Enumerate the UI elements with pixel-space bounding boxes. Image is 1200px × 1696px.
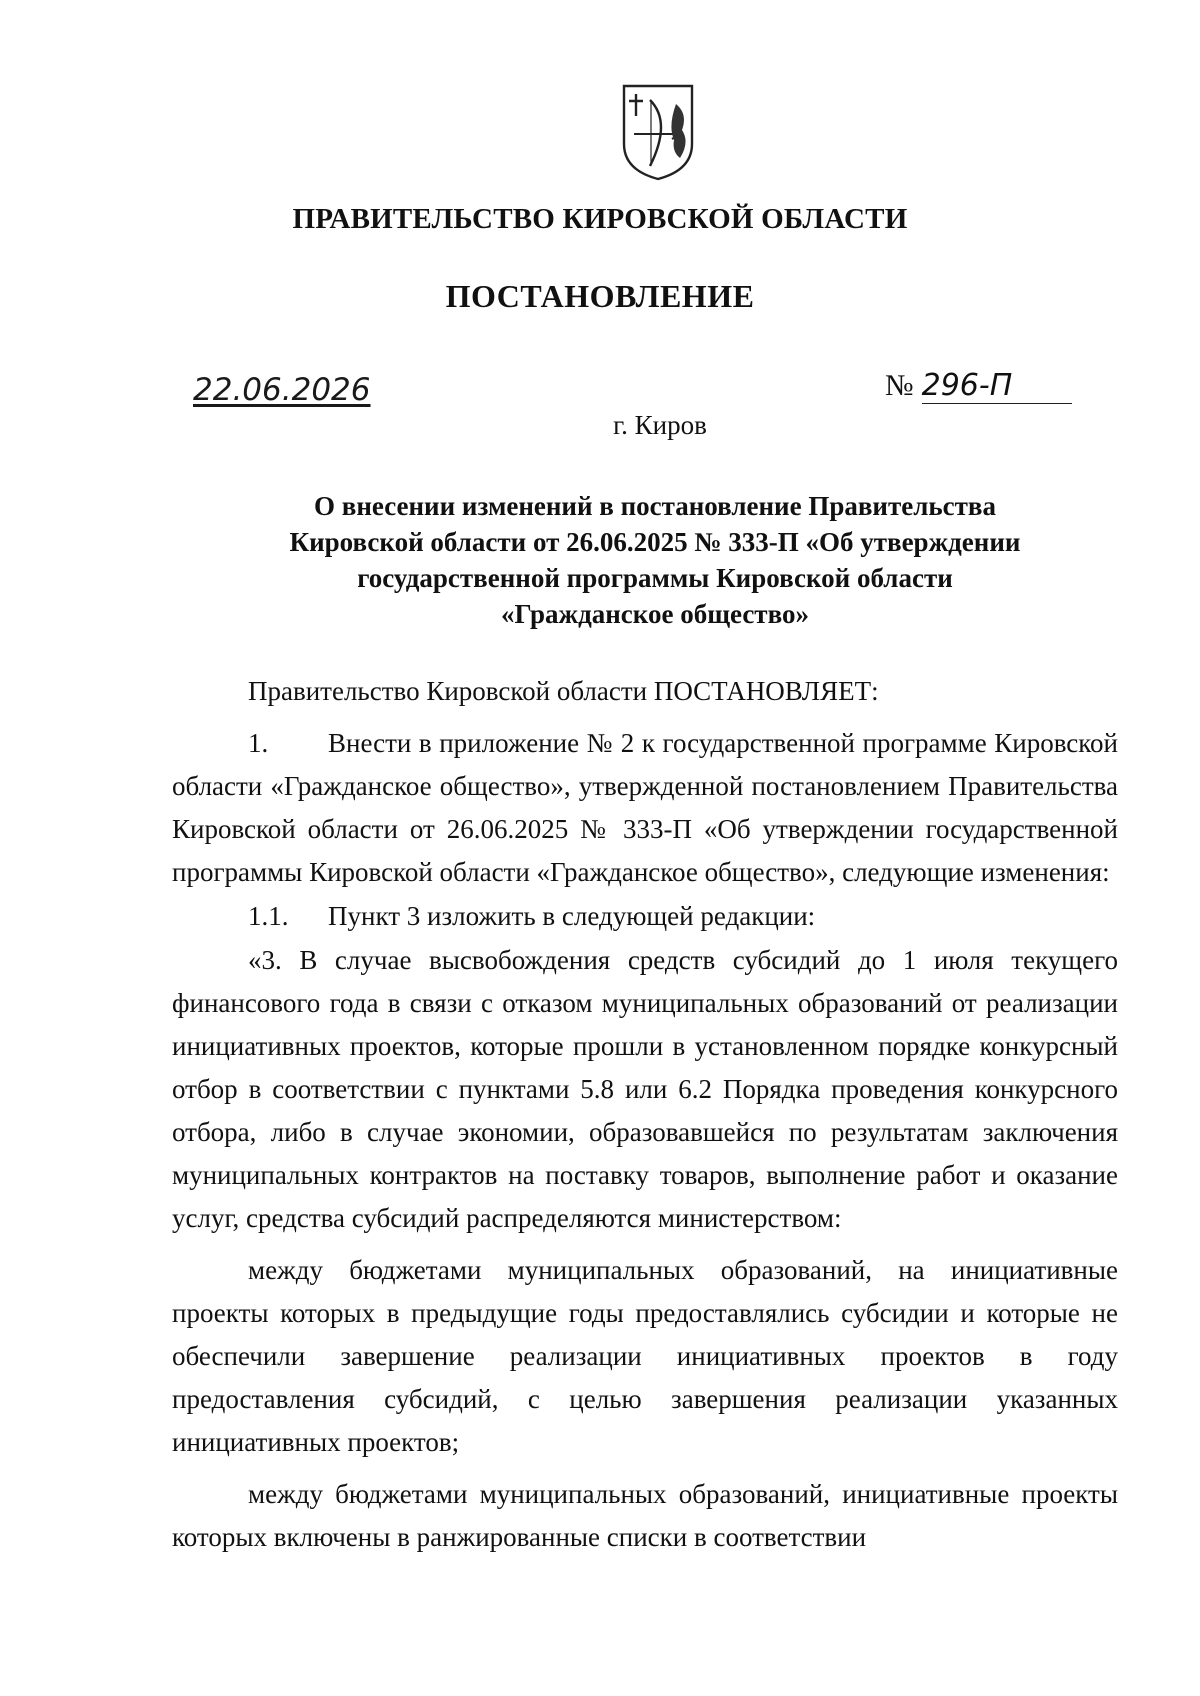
clause-1-number: 1. [248, 728, 269, 758]
organization-name: ПРАВИТЕЛЬСТВО КИРОВСКОЙ ОБЛАСТИ [292, 203, 908, 235]
clause-1-1-number: 1.1. [248, 901, 289, 931]
clause-1-1 [172, 895, 1118, 938]
resolution-preamble: Правительство Кировской области ПОСТАНОВЛЯЕТ: [248, 676, 879, 706]
document-date: 22.06.2026 [193, 372, 371, 408]
document-type: ПОСТАНОВЛЕНИЕ [445, 278, 755, 314]
clause-1 [172, 722, 1118, 894]
clause-1-text: Внести в приложение № 2 к государственной программе Кировской области «Гражданское общество», утвержденной постановлением Правительства Кировской области от 26.06.2025 № 333-П «Об утверждении государственной программы Кировской области «Гражданское общество», следующие изменения: [172, 728, 1118, 887]
title-line: О внесении изменений в постановление Правительства [314, 491, 996, 521]
paragraph-budgets-2: между бюджетами муниципальных образований, инициативные проекты которых включены в ранжированные списки в соответствии [172, 1479, 1118, 1552]
number-sign: № [885, 369, 914, 402]
title-line: Кировской области от 26.06.2025 № 333-П «Об утверждении [289, 527, 1021, 557]
coat-of-arms-icon [620, 82, 696, 182]
paragraph-3: «3. В случае высвобождения средств субсидий до 1 июля текущего финансового года в связи с отказом муниципальных образований от реализации инициативных проектов, которые прошли в установленном порядке конкурсный отбор в соответствии с пунктами 5.8 или 6.2 Порядка проведения конкурсного отбора, либо в случае экономии, образовавшейся по результатам заключения муниципальных контрактов на поставку товаров, выполнение работ и оказание услуг, средства субсидий распределяются министерством: [172, 945, 1118, 1233]
clause-1-1-text: Пункт 3 изложить в следующей редакции: [328, 901, 816, 931]
paragraph-budgets-1: между бюджетами муниципальных образований, на инициативные проекты которых в предыдущие годы предоставлялись субсидии и которые не обеспечили завершение реализации инициативных проектов в году предоставления субсидий, с целью завершения реализации указанных инициативных проектов; [172, 1255, 1118, 1457]
city-label: г. Киров [613, 410, 707, 440]
title-line: «Гражданское общество» [501, 599, 809, 629]
document-number: 296-П [922, 368, 1072, 404]
title-line: государственной программы Кировской области [357, 563, 953, 593]
document-title [160, 488, 1150, 632]
document-body [172, 670, 1118, 1560]
document-number-block [885, 368, 1085, 404]
